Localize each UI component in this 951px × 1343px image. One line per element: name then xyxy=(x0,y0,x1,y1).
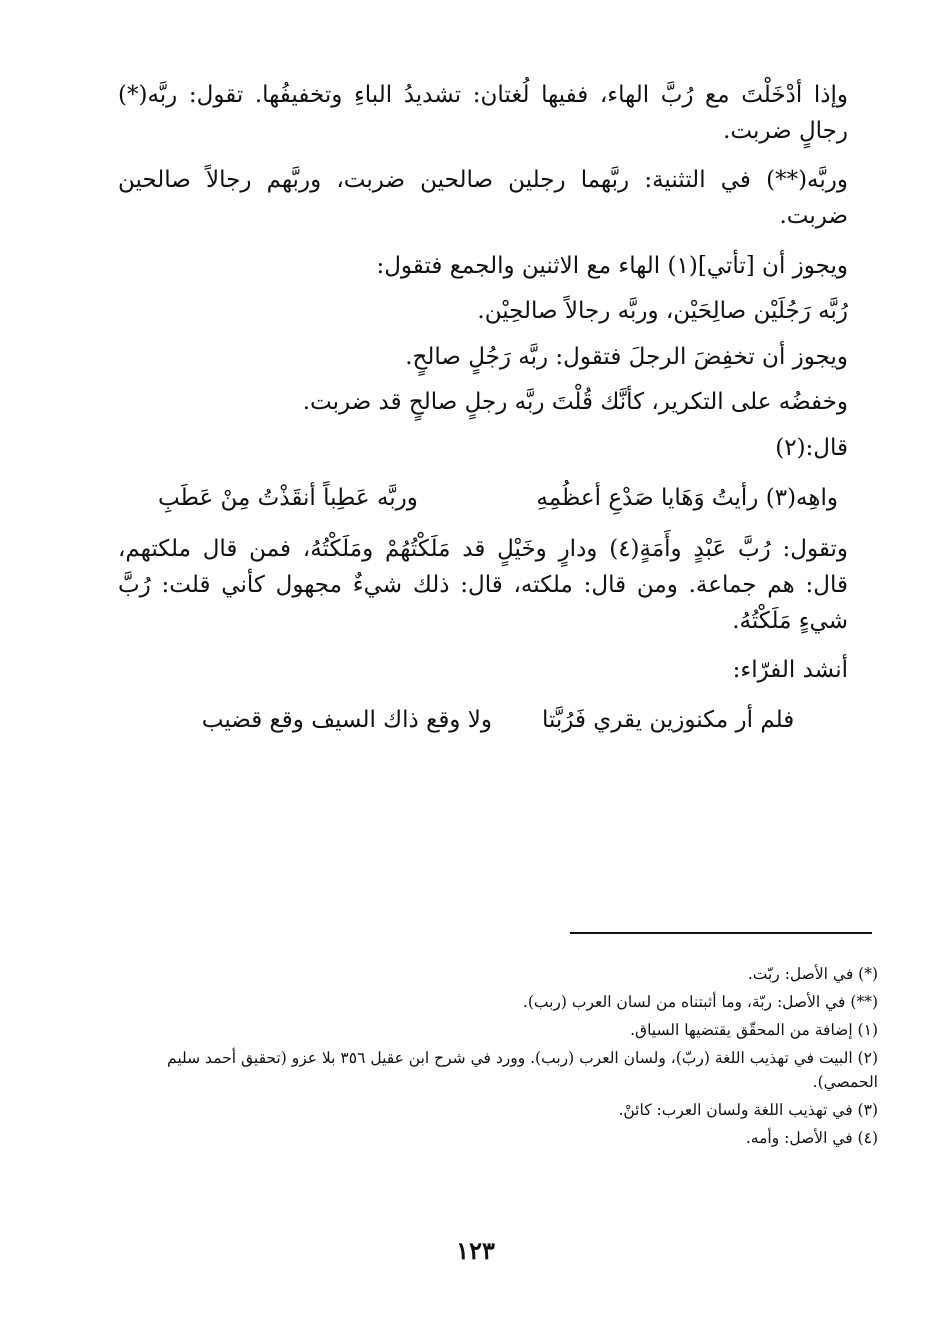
footnote-separator xyxy=(570,932,872,934)
footnote-star: (*) في الأصل: ربّت. xyxy=(747,965,878,983)
paragraph-3: ويجوز أن [تأتي](١) الهاء مع الاثنين والجمع فتقول: xyxy=(376,252,848,279)
paragraph-2: وربَّه(**) في التثنية: ربَّهما رجلين صالحين ضربت، وربَّهم رجالاً صالحين ضربت. xyxy=(118,167,848,229)
verse-2 xyxy=(118,703,878,739)
footnote-4: (٤) في الأصل: وأمه. xyxy=(745,1129,878,1148)
verse-1 xyxy=(158,481,838,517)
footnote-1: (١) إضافة من المحقّق يقتضيها السياق. xyxy=(630,1021,878,1040)
verse-1-first-hemistich: واهِه(٣) رأيتُ وَهَايا صَدْعِ أعظُمِهِ xyxy=(536,484,838,511)
main-text xyxy=(118,78,878,739)
verse-1-second-hemistich: وربَّه عَطِباً أنقَذْتُ مِنْ عَطَبِ xyxy=(158,484,418,511)
paragraph-9: أنشد الفرّاء: xyxy=(732,657,848,684)
page-number: ١٢٣ xyxy=(456,1236,495,1265)
footnote-double-star: (**) في الأصل: ربّة، وما أثبتناه من لسان العرب (ربب). xyxy=(522,993,878,1012)
paragraph-1: وإذا أدْخَلْتَ مع رُبَّ الهاء، ففيها لُغتان: تشديدُ الباءِ وتخفيفُها. تقول: ربَّه(*) رجالٍ ضربت. xyxy=(118,82,849,144)
paragraph-6: وخفضُه على التكرير، كأنَّك قُلْتَ ربَّه رجلٍ صالحٍ قد ضربت. xyxy=(302,389,848,416)
verse-2-second-hemistich: ولا وقع ذاك السيف وقع قضيب xyxy=(201,706,492,733)
footnote-2: (٢) البيت في تهذيب اللغة (ربّ)، ولسان العرب (ربب). وورد في شرح ابن عقيل ٣٥٦ بلا عزو (تحقيق أحمد سليم الحمصي). xyxy=(167,1049,878,1092)
verse-2-first-hemistich: فلم أر مكنوزين يقري فَرُبَّتا xyxy=(541,706,795,733)
paragraph-8: وتقول: رُبَّ عَبْدٍ وأَمَةٍ(٤) ودارٍ وخَيْلٍ قد مَلَكْتُهُمْ ومَلَكْتُهُ، فمن قال ملكتهم، قال: هم جماعة. ومن قال: ملكته، قال: ذلك شيءٌ مجهول كأني قلت: رُبَّ شيءٍ مَلَكْتُهُ. xyxy=(118,536,848,634)
footnotes xyxy=(118,962,878,1154)
paragraph-5: ويجوز أن تخفِضَ الرجلَ فتقول: ربَّه رَجُلٍ صالحٍ. xyxy=(405,343,848,370)
footnote-3: (٣) في تهذيب اللغة ولسان العرب: كائنْ. xyxy=(618,1101,878,1120)
paragraph-4: رُبَّه رَجُلَيْن صالِحَيْن، وربَّه رجالاً صالحِيْن. xyxy=(477,298,848,325)
paragraph-7: قال:(٢) xyxy=(775,435,848,462)
